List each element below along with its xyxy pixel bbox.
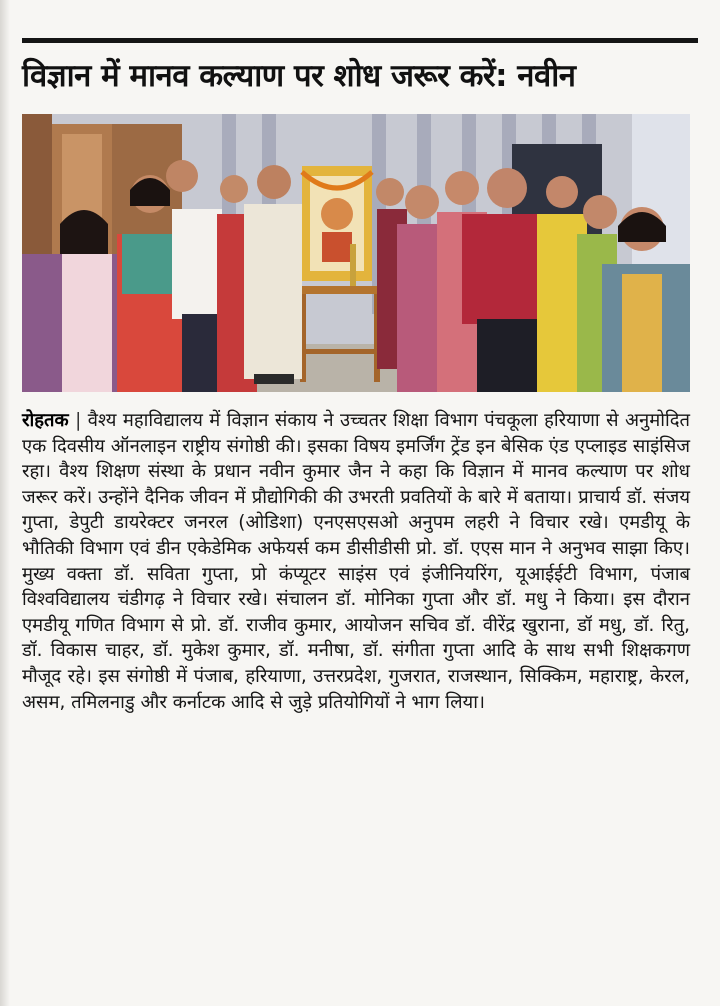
article-body-text: वैश्य महाविद्यालय में विज्ञान संकाय ने उच्चतर शिक्षा विभाग पंचकूला हरियाणा से अनुमोदित एक दिवसीय ऑनलाइन राष्ट्रीय संगोष्ठी की। इसका विषय इमर्जिंग ट्रेंड इन बेसिक एंड एप्लाइड साइंसिज रहा। वैश्य शिक्षण संस्था के प्रधान नवीन कुमार जैन ने कहा कि विज्ञान में मानव कल्याण पर शोध जरूर करें। उन्होंने दैनिक जीवन में प्रौद्योगिकी की उभरती प्रवतियों के बारे में बताया। प्राचार्य डॉ. संजय गुप्ता, डेपुटी डायरेक्टर जनरल (ओडिशा) एनएसएसओ अनुपम लहरी ने विचार रखे। एमडीयू के भौतिकी विभाग एवं डीन एकेडेमिक अफेयर्स कम डीसीडीसी प्रो. डॉ. एएस मान ने अनुभव साझा किए। मुख्य वक्ता डॉ. सविता गुप्ता, प्रो कंप्यूटर साइंस एवं इंजीनियरिंग, यूआईईटी विभाग, पंजाब विश्वविद्यालय चंडीगढ़ ने विचार रखे। संचालन डॉ. मोनिका गुप्ता और डॉ. मधु ने किया। इस दौरान एमडीयू गणित विभाग से प्रो. डॉ. राजीव कुमार, आयोजन सचिव डॉ. वीरेंद्र खुराना, डॉ मधु, डॉ. रितु, डॉ. विकास चाहर, डॉ. मुकेश कुमार, डॉ. मनीषा, डॉ. संगीता गुप्ता आदि के साथ सभी शिक्षकगण मौजूद रहे। इस संगोष्ठी में पंजाब, हरियाणा, उत्तरप्रदेश, गुजरात, राजस्थान, सिक्किम, महाराष्ट्र, केरल, असम, तमिलनाडु और कर्नाटक आदि से जुड़े प्रतियोगियों ने भाग लिया। [22, 410, 690, 713]
article-headline: विज्ञान में मानव कल्याण पर शोध जरूर करें: नवीन [22, 58, 576, 94]
dateline-separator: | [68, 410, 88, 431]
top-rule [22, 38, 698, 43]
group-photo [22, 114, 690, 392]
article-body [22, 408, 690, 715]
dateline: रोहतक [22, 410, 69, 431]
page-edge-shadow [0, 0, 10, 1006]
